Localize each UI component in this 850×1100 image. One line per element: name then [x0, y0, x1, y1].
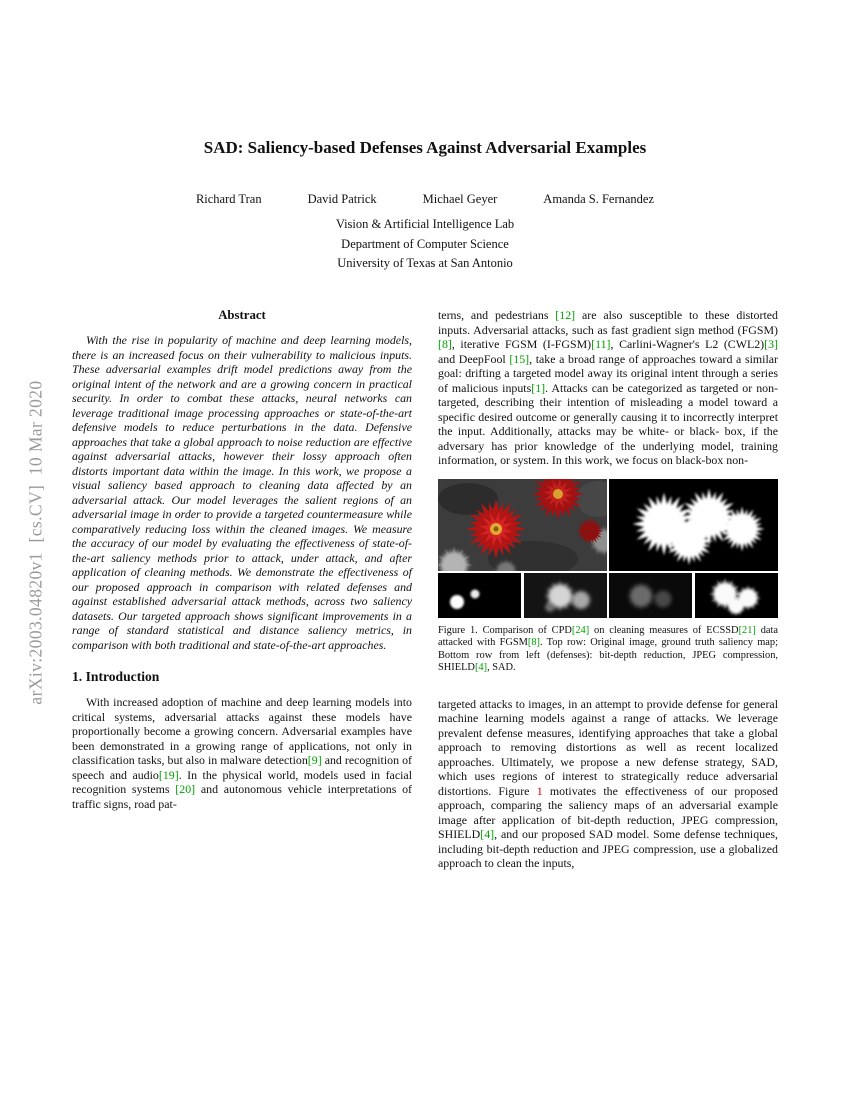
- text-run: targeted attacks to images, in an attempt to provide defense for general machine learning models against a range of attacks. We leverage prevalent defense measures, identifying approaches that take a global approach to removing distortions as well as recent localized approaches. Ultimately, we propose a new defense strategy, SAD, which uses regions of interest to strategically reduce adversarial distortions. Figure: [438, 696, 778, 798]
- text-run: data attacked with FGSM: [438, 624, 779, 649]
- introduction-heading: 1. Introduction: [72, 669, 160, 684]
- paper-header: [0, 138, 850, 274]
- introduction-paragraph: [72, 695, 412, 811]
- figure-1: [438, 479, 778, 675]
- affil-line: Vision & Artificial Intelligence Lab: [335, 217, 515, 231]
- author: Richard Tran: [195, 192, 262, 206]
- affil-line: University of Texas at San Antonio: [337, 256, 513, 270]
- figure-original-image: [438, 479, 607, 571]
- citation-link[interactable]: [15]: [509, 351, 530, 366]
- figure-ground-truth-map: [609, 479, 778, 571]
- arxiv-sidebar-label: arXiv:2003.04820v1 [cs.CV] 10 Mar 2020: [25, 380, 46, 705]
- text-run: motivates the effectiveness of our proposed approach, comparing the saliency maps of an adversarial example image after application of bit-depth reduction, JPEG compression, SHIELD: [438, 783, 778, 842]
- citation-link[interactable]: [24]: [571, 624, 590, 636]
- text-run: , SAD.: [487, 662, 516, 674]
- text-run: . In the physical world, models used in facial recognition systems: [72, 767, 412, 796]
- citation-link[interactable]: [11]: [591, 337, 611, 351]
- author: Michael Geyer: [422, 192, 498, 206]
- text-run: . Attacks can be categorized as targeted or non-targeted, describing their intention of misleading a model toward a specific desired outcome or generally causing it to incorrectly interpret the input. Additionally, attacks may be white- or black- box, if the adversary has prior knowledge of the underlying model, training information, or system. In this work, we focus on black-box non-: [438, 380, 778, 467]
- citation-link[interactable]: [8]: [527, 637, 541, 649]
- citation-link[interactable]: [20]: [175, 782, 196, 796]
- figure-ref-link[interactable]: 1: [536, 783, 543, 798]
- text-run: , Carlini-Wagner's L2 (CWL2): [610, 337, 765, 351]
- affil-line: Department of Computer Science: [341, 236, 509, 251]
- citation-link[interactable]: [4]: [474, 662, 488, 674]
- text-run: terns, and pedestrians: [438, 308, 556, 322]
- abstract-text: With the rise in popularity of machine and deep learning models, there is an increased focus on their vulnerability to malicious inputs. These adversarial examples drift model predictions away from the original intent of the network and are a growing concern in practical security. In order to combat these attacks, neural networks can leverage traditional image processing approaches or state-of-the-art defensive models to reduce perturbations in the data. Defensive approaches that take a global approach to noise reduction are effective against adversarial attacks, however their lossy approach often distorts important data within the image. In this work, we propose a visual saliency based approach to cleaning data affected by an adversarial attack. Our model leverages the salient regions of an adversarial image in order to provide a targeted countermeasure while comparatively reducing loss within the cleaned images. We measure the accuracy of our model by evaluating the effectiveness of state-of-the-art saliency methods prior to attack, under attack, and after application of cleaning methods. We demonstrate the effectiveness of our proposed approach in comparison with related defenses and against established adversarial attack methods, across two saliency datasets. Our targeted approach shows significant improvements in a range of standard statistical and distance saliency metrics, in comparison with both traditional and state-of-the-art approaches.: [72, 333, 412, 652]
- text-run: and DeepFool: [438, 351, 510, 366]
- text-run: Figure 1. Comparison of CPD: [438, 624, 572, 636]
- left-column: [72, 308, 412, 811]
- figure-shield-map: [609, 573, 692, 618]
- citation-link[interactable]: [12]: [555, 308, 576, 322]
- paper-title: SAD: Saliency-based Defenses Against Adversarial Examples: [203, 138, 647, 157]
- affiliation-block: [0, 215, 850, 274]
- text-run: , take a broad range of approaches toward a similar goal: drifting a targeted model away its original intent through a series of malicious inputs: [438, 351, 778, 395]
- right-bottom-paragraph: [438, 697, 778, 871]
- text-run: With increased adoption of machine and deep learning models into critical systems, adversarial attacks against these models have proportionally become a growing concern. Adversarial examples have been demonstrated in a growing range of applications, not only in classification tasks, but also in malware detection: [72, 695, 412, 767]
- right-column: [438, 308, 778, 871]
- figure-top-row: [438, 479, 778, 571]
- figure-sad-map: [695, 573, 778, 618]
- text-run: and recognition of speech and audio: [72, 753, 412, 782]
- text-run: are also susceptible to these distorted inputs. Adversarial attacks, such as fast gradient sign method (FGSM): [438, 308, 778, 337]
- author: Amanda S. Fernandez: [543, 192, 655, 206]
- citation-link[interactable]: [3]: [764, 337, 779, 351]
- figure-jpeg-map: [524, 573, 607, 618]
- citation-link[interactable]: [19]: [158, 767, 179, 782]
- text-run: , and our proposed SAD model. Some defense techniques, including bit-depth reduction and JPEG compression, use a globalized approach to clean the inputs,: [438, 827, 778, 871]
- figure-1-caption: [438, 625, 778, 675]
- author: David Patrick: [307, 192, 377, 206]
- citation-link[interactable]: [9]: [307, 753, 322, 767]
- right-top-paragraph: [438, 308, 778, 468]
- citation-link[interactable]: [4]: [480, 827, 495, 842]
- citation-link[interactable]: [21]: [738, 624, 756, 636]
- citation-link[interactable]: [8]: [438, 337, 452, 351]
- text-run: . Top row: Original image, ground truth saliency map; Bottom row from left (defenses): bit-depth reduction, JPEG compression, SHIELD: [438, 637, 778, 674]
- text-run: , iterative FGSM (I-FGSM): [451, 337, 592, 351]
- citation-link[interactable]: [1]: [531, 380, 546, 395]
- figure-bottom-row: [438, 573, 778, 618]
- text-run: on cleaning measures of ECSSD: [589, 624, 739, 636]
- figure-bitdepth-map: [438, 573, 521, 618]
- author-list: [0, 192, 850, 207]
- abstract-heading: Abstract: [218, 308, 266, 322]
- text-run: and autonomous vehicle interpretations of traffic signs, road pat-: [72, 782, 413, 811]
